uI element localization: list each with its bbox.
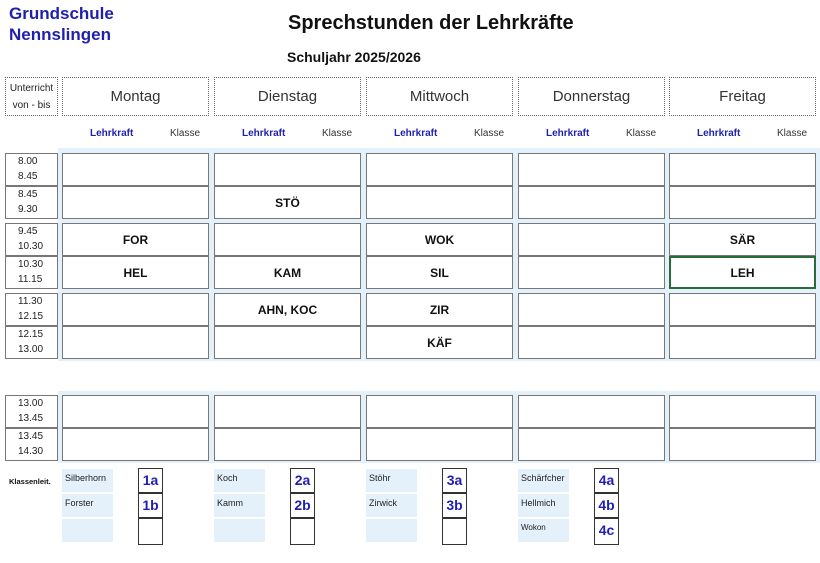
school-name-line1: Grundschule [9, 4, 114, 23]
schedule-cell[interactable] [518, 256, 665, 289]
homeroom-teacher: Stöhr [366, 469, 417, 492]
schedule-cell[interactable] [214, 326, 361, 359]
homeroom-teacher: Hellmich [518, 494, 569, 517]
page-subtitle: Schuljahr 2025/2026 [287, 49, 421, 65]
class-subheader: Klasse [474, 128, 505, 139]
schedule-cell[interactable] [518, 395, 665, 428]
schedule-cell[interactable] [214, 428, 361, 461]
time-from: 11.30 [18, 296, 43, 307]
schedule-cell[interactable] [518, 326, 665, 359]
schedule-cell[interactable]: SÄR [669, 223, 816, 256]
schedule-cell[interactable] [62, 428, 209, 461]
time-header-line1: Unterricht [9, 83, 54, 94]
day-header-3: Donnerstag [518, 77, 665, 116]
time-from: 9.45 [18, 226, 38, 237]
schedule-cell[interactable]: KAM [214, 256, 361, 289]
schedule-cell[interactable] [669, 395, 816, 428]
time-column-header [5, 77, 58, 116]
homeroom-teacher: Koch [214, 469, 265, 492]
schedule-cell[interactable] [518, 428, 665, 461]
homeroom-class [138, 518, 163, 545]
time-to: 10.30 [18, 241, 44, 252]
teacher-subheader: Lehrkraft [242, 128, 286, 139]
homeroom-class [442, 518, 467, 545]
schedule-cell[interactable]: ZIR [366, 293, 513, 326]
time-to: 13.45 [18, 413, 44, 424]
homeroom-teacher: Zirwick [366, 494, 417, 517]
schedule-cell[interactable] [62, 153, 209, 186]
homeroom-teacher [62, 519, 113, 542]
schedule-cell[interactable] [62, 186, 209, 219]
schedule-cell[interactable] [518, 293, 665, 326]
time-from: 13.45 [18, 431, 44, 442]
schedule-cell[interactable] [518, 153, 665, 186]
schedule-cell[interactable] [214, 153, 361, 186]
schedule-cell[interactable] [669, 153, 816, 186]
teacher-subheader: Lehrkraft [90, 128, 134, 139]
homeroom-teacher: Forster [62, 494, 113, 517]
teacher-subheader: Lehrkraft [697, 128, 741, 139]
schedule-cell[interactable] [62, 326, 209, 359]
schedule-cell[interactable]: HEL [62, 256, 209, 289]
schedule-cell[interactable] [669, 293, 816, 326]
time-slot [5, 428, 58, 461]
schedule-cell[interactable]: STÖ [214, 186, 361, 219]
time-to: 11.15 [18, 274, 43, 285]
time-slot [5, 395, 58, 428]
schedule-cell[interactable] [62, 395, 209, 428]
teacher-subheader: Lehrkraft [394, 128, 438, 139]
klassenleitung-label: Klassenleit. [9, 477, 51, 486]
time-from: 8.45 [18, 189, 38, 200]
schedule-cell[interactable] [62, 293, 209, 326]
time-slot [5, 256, 58, 289]
homeroom-class: 1a [138, 468, 163, 493]
class-subheader: Klasse [626, 128, 657, 139]
time-to: 8.45 [18, 171, 38, 182]
homeroom-class: 3a [442, 468, 467, 493]
homeroom-teacher [366, 519, 417, 542]
day-header-1: Dienstag [214, 77, 361, 116]
homeroom-class: 4b [594, 493, 619, 518]
time-slot [5, 223, 58, 256]
schedule-cell[interactable]: AHN, KOC [214, 293, 361, 326]
class-subheader: Klasse [777, 128, 808, 139]
time-slot [5, 186, 58, 219]
homeroom-class: 4a [594, 468, 619, 493]
homeroom-teacher: Silberhorn [62, 469, 113, 492]
schedule-cell[interactable] [366, 428, 513, 461]
schedule-cell[interactable]: LEH [669, 256, 816, 289]
page-title: Sprechstunden der Lehrkräfte [288, 12, 574, 34]
school-name [9, 3, 114, 45]
time-to: 14.30 [18, 446, 44, 457]
schedule-cell[interactable] [518, 186, 665, 219]
schedule-cell[interactable] [214, 395, 361, 428]
schedule-cell[interactable] [518, 223, 665, 256]
class-subheader: Klasse [322, 128, 353, 139]
schedule-cell[interactable] [669, 428, 816, 461]
schedule-cell[interactable]: WOK [366, 223, 513, 256]
schedule-cell[interactable] [366, 153, 513, 186]
schedule-cell[interactable] [669, 186, 816, 219]
homeroom-teacher: Schärfcher [518, 469, 569, 492]
day-header-4: Freitag [669, 77, 816, 116]
teacher-subheader: Lehrkraft [546, 128, 590, 139]
time-from: 13.00 [18, 398, 44, 409]
schedule-cell[interactable]: FOR [62, 223, 209, 256]
time-slot [5, 293, 58, 326]
homeroom-class [290, 518, 315, 545]
homeroom-class: 1b [138, 493, 163, 518]
schedule-cell[interactable] [669, 326, 816, 359]
time-slot [5, 326, 58, 359]
homeroom-class: 2b [290, 493, 315, 518]
schedule-cell[interactable]: KÄF [366, 326, 513, 359]
time-from: 12.15 [18, 329, 44, 340]
schedule-cell[interactable] [366, 186, 513, 219]
time-to: 13.00 [18, 344, 44, 355]
time-to: 12.15 [18, 311, 44, 322]
time-from: 10.30 [18, 259, 44, 270]
homeroom-teacher [214, 519, 265, 542]
time-slot [5, 153, 58, 186]
homeroom-class: 4c [594, 518, 619, 545]
homeroom-teacher: Kamm [214, 494, 265, 517]
schedule-cell[interactable] [214, 223, 361, 256]
homeroom-teacher: Wokon [518, 519, 569, 542]
homeroom-class: 2a [290, 468, 315, 493]
day-header-2: Mittwoch [366, 77, 513, 116]
time-from: 8.00 [18, 156, 38, 167]
time-header-line2: von - bis [12, 100, 51, 111]
school-name-line2: Nennslingen [9, 25, 112, 44]
schedule-cell[interactable] [366, 395, 513, 428]
homeroom-class: 3b [442, 493, 467, 518]
time-to: 9.30 [18, 204, 38, 215]
day-header-0: Montag [62, 77, 209, 116]
class-subheader: Klasse [170, 128, 201, 139]
schedule-cell[interactable]: SIL [366, 256, 513, 289]
